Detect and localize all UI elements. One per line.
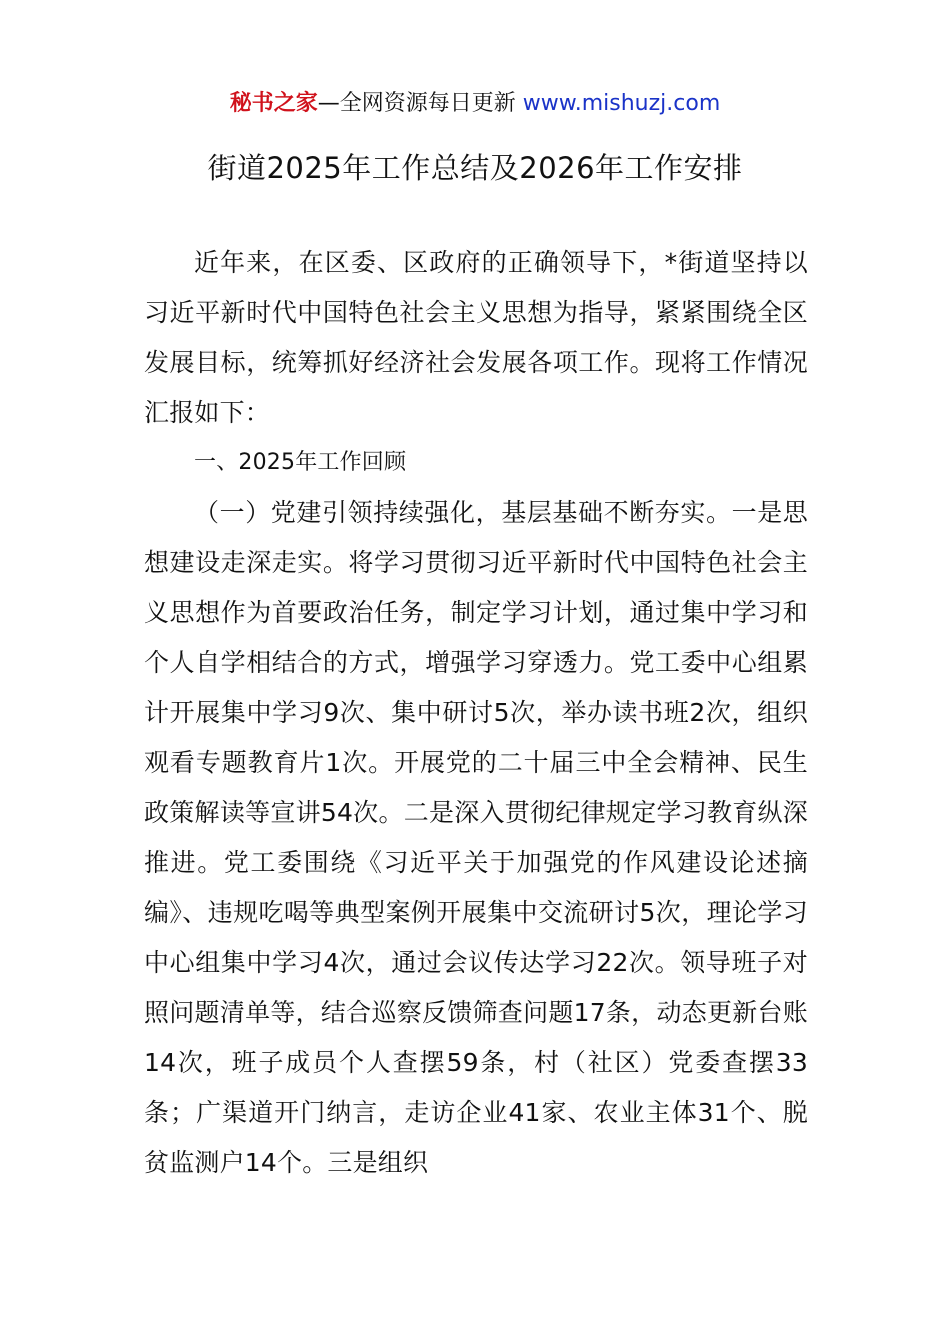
site-url-link[interactable]: www.mishuzj.com bbox=[522, 91, 721, 116]
section-heading: 一、2025年工作回顾 bbox=[194, 450, 407, 475]
intro-paragraph: 近年来，在区委、区政府的正确领导下，*街道坚持以习近平新时代中国特色社会主义思想为指导，紧紧围绕全区发展目标，统筹抓好经济社会发展各项工作。现将工作情况汇报如下： bbox=[144, 248, 808, 427]
site-header bbox=[0, 88, 950, 120]
document-body bbox=[144, 238, 808, 1188]
document-title: 街道2025年工作总结及2026年工作安排 bbox=[207, 151, 743, 185]
header-tagline: —全网资源每日更新 bbox=[317, 91, 523, 116]
brand-name: 秘书之家 bbox=[229, 91, 318, 116]
body-paragraph: （一）党建引领持续强化，基层基础不断夯实。一是思想建设走深走实。将学习贯彻习近平新时代中国特色社会主义思想作为首要政治任务，制定学习计划，通过集中学习和个人自学相结合的方式，增强学习穿透力。党工委中心组累计开展集中学习9次、集中研讨5次，举办读书班2次，组织观看专题教育片1次。开展党的二十届三中全会精神、民生政策解读等宣讲54次。二是深入贯彻纪律规定学习教育纵深推进。党工委围绕《习近平关于加强党的作风建设论述摘编》、违规吃喝等典型案例开展集中交流研讨5次，理论学习中心组集中学习4次，通过会议传达学习22次。领导班子对照问题清单等，结合巡察反馈筛查问题17条，动态更新台账14次，班子成员个人查摆59条，村（社区）党委查摆33条；广渠道开门纳言，走访企业41家、农业主体31个、脱贫监测户14个。三是组织 bbox=[144, 498, 808, 1177]
